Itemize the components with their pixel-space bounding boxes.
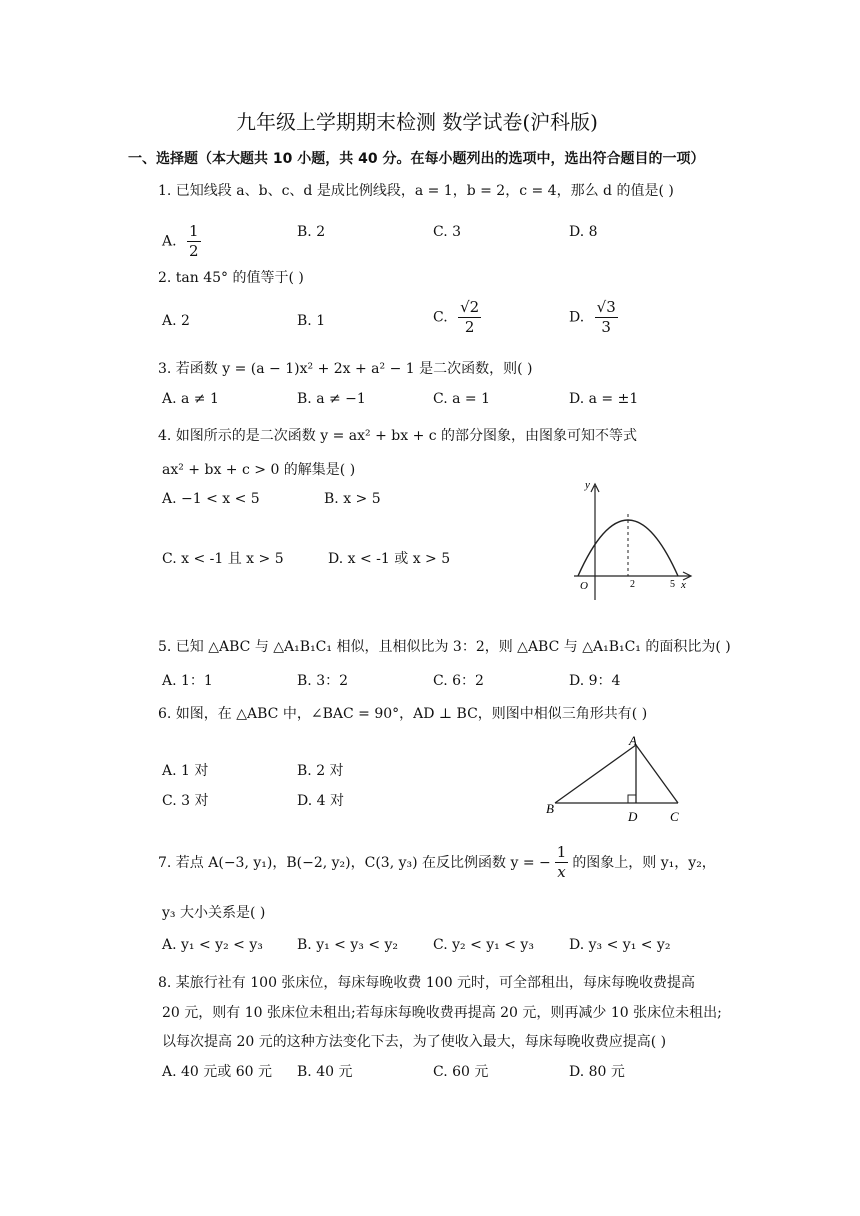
q8-option-d: D. 80 元 [569,1064,625,1080]
q7-option-c: C. y₂ < y₁ < y₃ [433,937,534,953]
q4-option-a: A. −1 < x < 5 [162,491,260,507]
question-8-line3: 以每次提高 20 元的这种方法变化下去，为了使收入最大，每床每晚收费应提高( ) [162,1034,667,1050]
graph-origin-label: O [580,580,588,592]
q3-option-c: C. a = 1 [433,391,490,407]
vertex-d-label: D [628,809,638,824]
q2-c-numerator: √2 [460,298,480,316]
q7-option-b: B. y₁ < y₃ < y₂ [297,937,399,953]
side-ac [636,745,678,803]
q4-option-c: C. x < -1 且 x > 5 [162,551,284,567]
q2-option-c-fraction [458,298,481,337]
right-angle-mark [628,795,636,803]
q7-stem-part2: 的图象上，则 y₁，y₂， [572,855,716,872]
q6-option-a: A. 1 对 [162,763,209,779]
q1-option-a-fraction [187,222,201,261]
q3-option-b: B. a ≠ −1 [297,391,366,407]
vertex-c-label: C [670,809,679,824]
q4-option-b: B. x > 5 [324,491,381,507]
q7-fraction-numerator: 1 [556,843,567,861]
q4-parabola-graph [566,474,706,604]
q5-option-c: C. 6：2 [433,673,484,689]
q6-option-c: C. 3 对 [162,793,209,809]
q5-option-b: B. 3：2 [297,673,349,689]
q1-option-a [162,222,201,261]
question-6-stem: 6. 如图，在 △ABC 中，∠BAC = 90°，AD ⊥ BC，则图中相似三角形共有( ) [158,706,648,722]
q7-fraction-denominator: x [557,862,566,881]
q1-option-a-label: A. [162,233,177,250]
q5-option-a: A. 1：1 [162,673,213,689]
q1-option-b: B. 2 [297,224,326,240]
q3-option-d: D. a = ±1 [569,391,639,407]
q2-option-a: A. 2 [162,313,190,329]
q7-fraction [555,843,569,882]
q2-option-c [433,298,481,337]
q8-option-c: C. 60 元 [433,1064,489,1080]
q8-option-a: A. 40 元或 60 元 [162,1064,272,1080]
q6-triangle-figure [538,733,698,827]
side-ab [555,745,636,803]
section-heading: 一、选择题（本大题共 10 小题，共 40 分。在每小题列出的选项中，选出符合题目的一项） [128,151,705,167]
q1-a-denominator: 2 [189,241,199,260]
q6-option-b: B. 2 对 [297,763,344,779]
question-3-stem: 3. 若函数 y = (a − 1)x² + 2x + a² − 1 是二次函数，则( ) [158,361,533,377]
q2-d-numerator: √3 [596,298,616,316]
question-8-line1: 8. 某旅行社有 100 张床位，每床每晚收费 100 元时，可全部租出，每床每晚收费提高 [158,975,696,991]
q2-option-d-label: D. [569,309,585,326]
q8-option-b: B. 40 元 [297,1064,353,1080]
q2-option-c-label: C. [433,309,448,326]
graph-y-label: y [585,479,590,491]
q6-option-d: D. 4 对 [297,793,344,809]
graph-tick-vertex: 2 [630,579,635,590]
q2-d-denominator: 3 [601,317,611,336]
question-2-stem: 2. tan 45° 的值等于( ) [158,270,304,286]
question-5-stem: 5. 已知 △ABC 与 △A₁B₁C₁ 相似，且相似比为 3：2，则 △ABC 与 △A₁B₁C₁ 的面积比为( ) [158,639,731,655]
q5-option-d: D. 9：4 [569,673,621,689]
vertex-a-label: A [629,733,637,748]
q2-option-d [569,298,618,337]
q2-option-d-fraction [595,298,618,337]
question-8-line2: 20 元，则有 10 张床位未租出;若每床每晚收费再提高 20 元，则再减少 10 张床位未租出; [162,1005,722,1021]
graph-x-label: x [681,579,686,591]
question-4-stem: 4. 如图所示的是二次函数 y = ax² + bx + c 的部分图象，由图象可知不等式 [158,428,638,444]
q1-option-d: D. 8 [569,224,598,240]
graph-tick-root: 5 [670,579,675,590]
q2-option-b: B. 1 [297,313,326,329]
q1-a-numerator: 1 [189,222,199,240]
q7-stem-part1: 7. 若点 A(−3, y₁)，B(−2, y₂)，C(3, y₃) 在反比例函数 y = − [158,855,551,872]
q7-option-d: D. y₃ < y₁ < y₂ [569,937,671,953]
question-4-stem-line2: ax² + bx + c > 0 的解集是( ) [162,462,356,478]
q3-option-a: A. a ≠ 1 [162,391,219,407]
vertex-b-label: B [546,801,554,816]
q4-option-d: D. x < -1 或 x > 5 [328,551,451,567]
page-title: 九年级上学期期末检测 数学试卷(沪科版) [236,110,598,134]
q2-c-denominator: 2 [464,317,475,336]
question-1-stem: 1. 已知线段 a、b、c、d 是成比例线段，a = 1，b = 2，c = 4，那么 d 的值是( ) [158,183,674,199]
question-7-stem-line2: y₃ 大小关系是( ) [162,905,266,921]
question-7-stem [158,843,716,882]
q7-option-a: A. y₁ < y₂ < y₃ [162,937,263,953]
q1-option-c: C. 3 [433,224,462,240]
